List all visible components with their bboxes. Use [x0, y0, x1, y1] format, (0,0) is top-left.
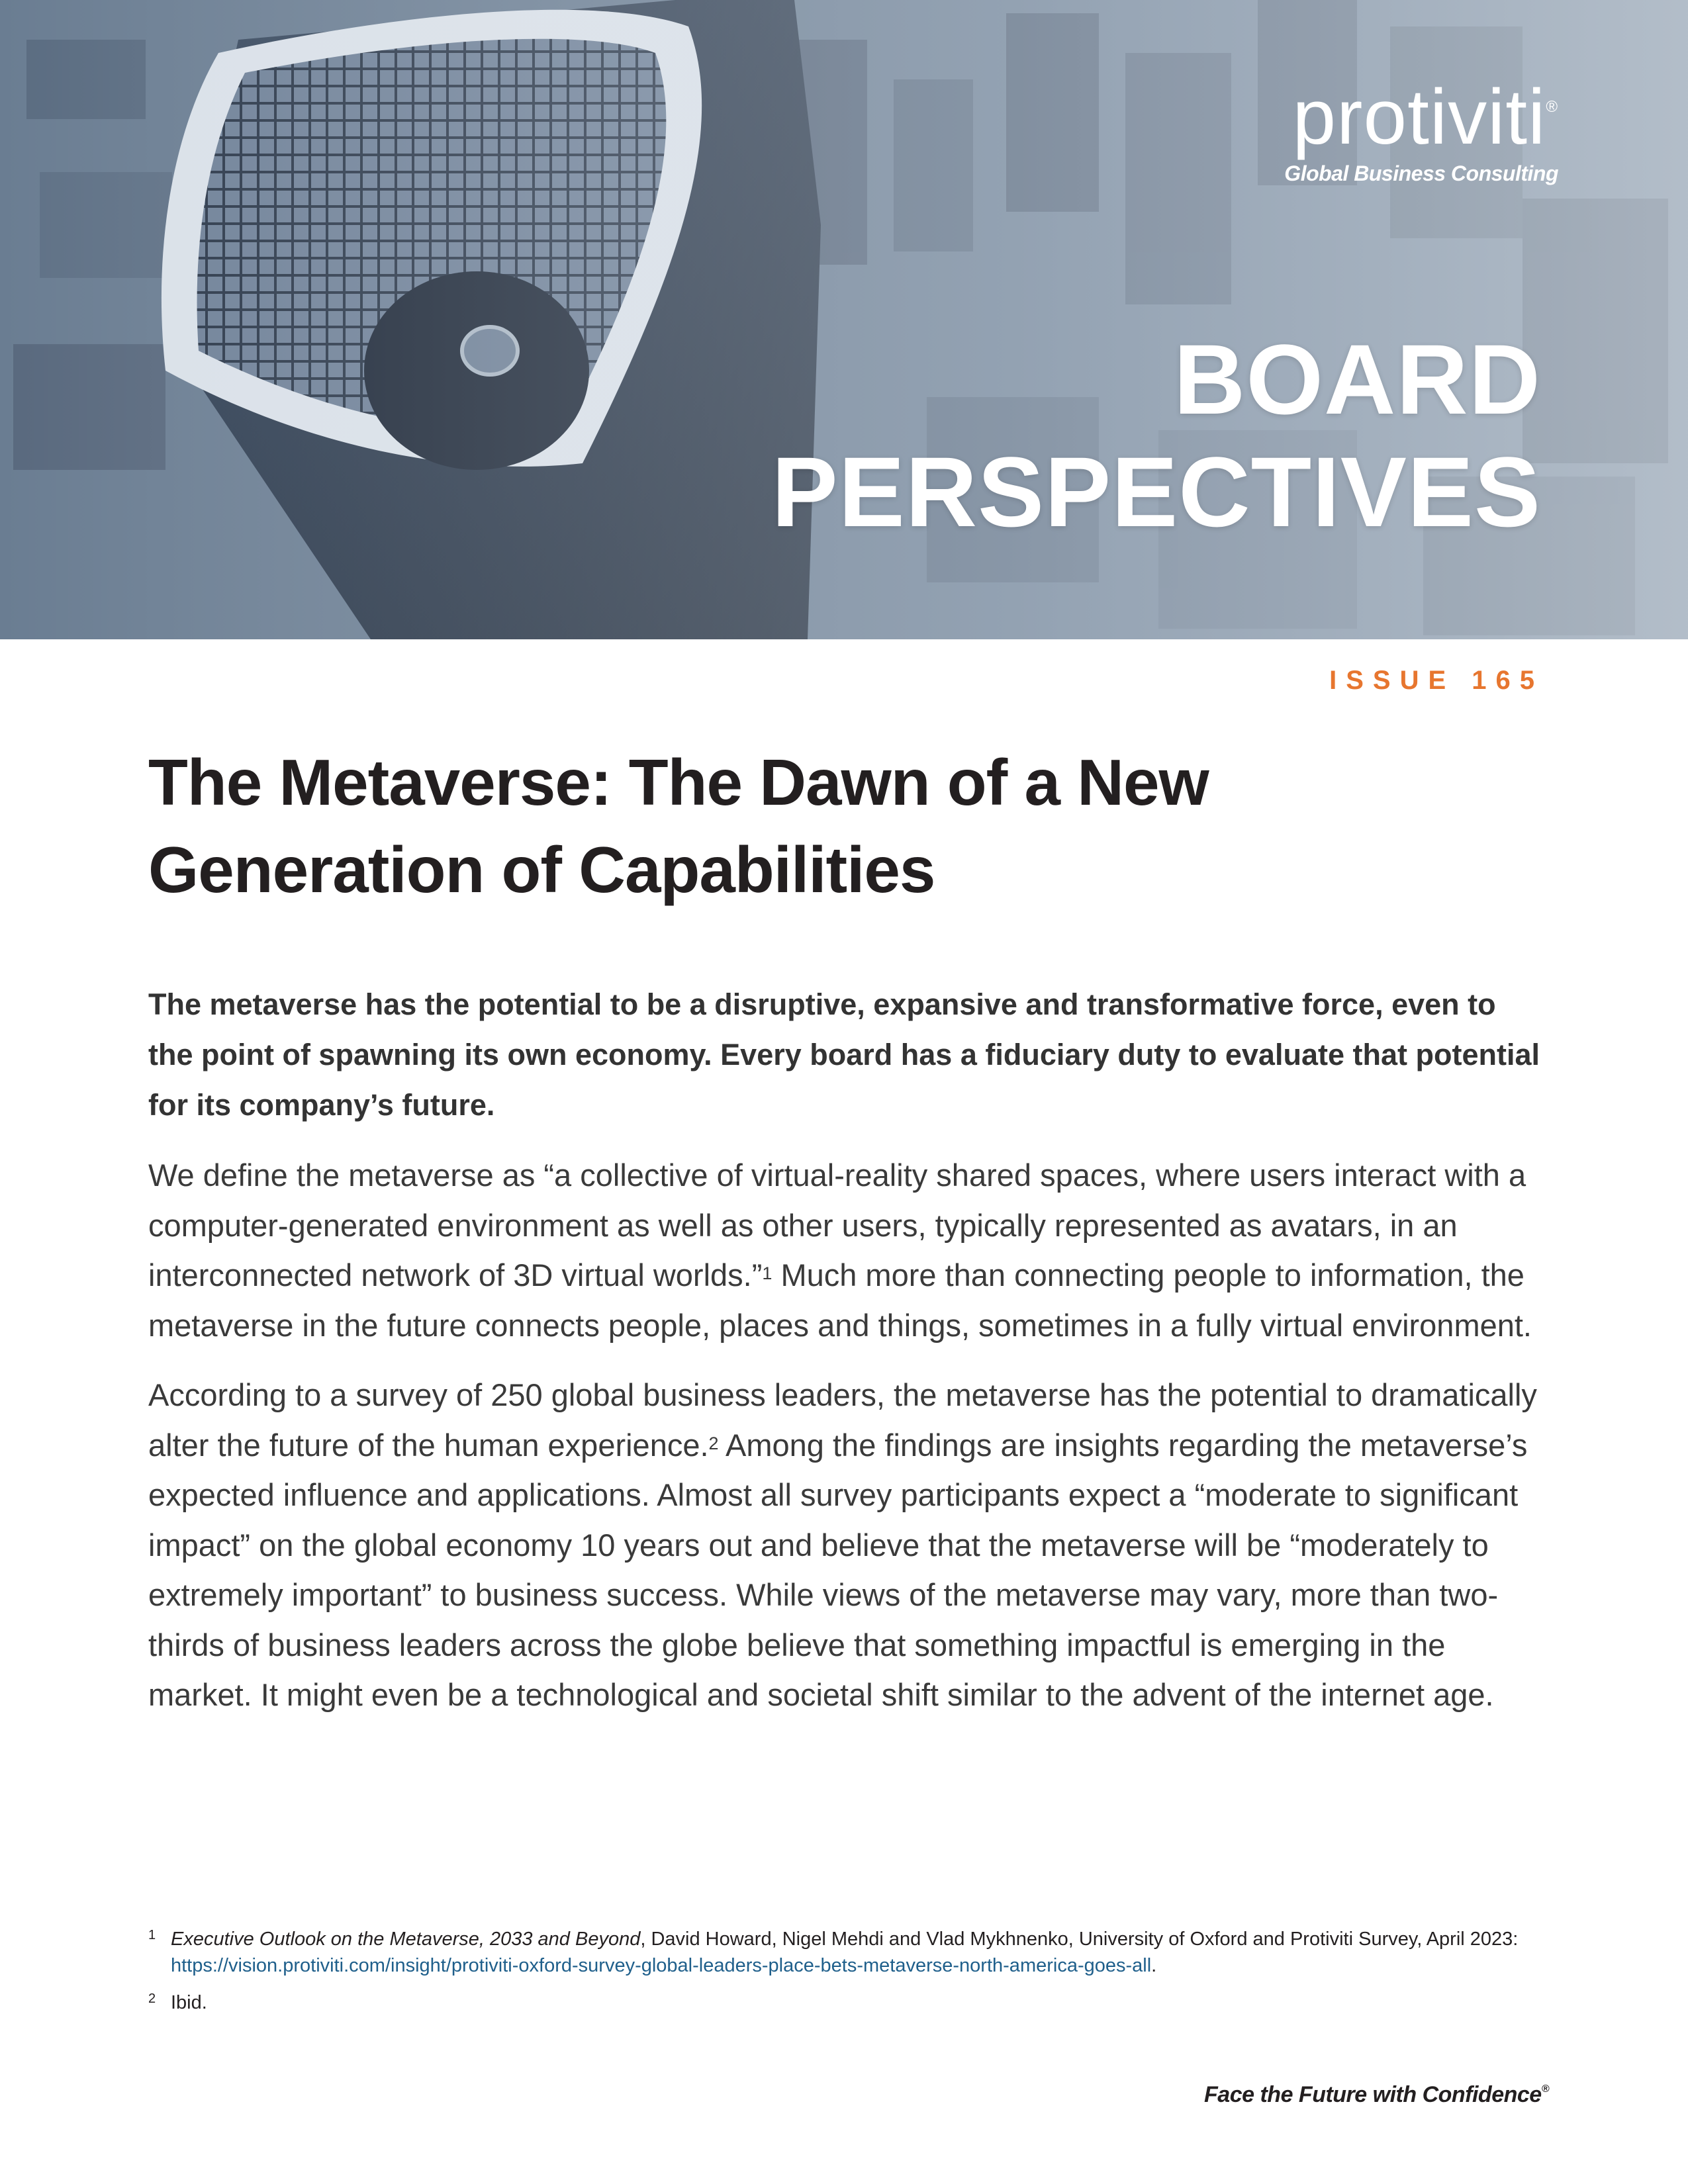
- footnote-source-text: , David Howard, Nigel Mehdi and Vlad Mykhnenko, University of Oxford and Protiviti Survey, April 2023:: [640, 1929, 1519, 1950]
- series-title-line1: BOARD: [1174, 324, 1541, 435]
- page-title: The Metaverse: The Dawn of a New Generation of Capabilities: [148, 746, 1209, 906]
- body-paragraph-1: [148, 1150, 1545, 1350]
- footnote-ref-1[interactable]: 1: [762, 1263, 773, 1283]
- article-body: [148, 979, 1545, 1740]
- para2-text-cont: Among the findings are insights regarding the metaverse’s expected influence and applications. Almost all survey participants expect a “moderate to significant impact” on the global economy 10 years out and believe that the metaverse will be “moderately to extremely important” to business success. While views of the metaverse may vary, more than two-thirds of business leaders across the globe believe that something impactful is emerging in the market. It might even be a technological and societal shift similar to the advent of the internet age.: [148, 1427, 1528, 1712]
- para1-text-cont: Much more than connecting people to information, the metaverse in the future connects people, places and things, sometimes in a fully virtual environment.: [148, 1257, 1532, 1343]
- series-title: [772, 323, 1541, 548]
- footnote-text: Ibid.: [171, 1992, 207, 2013]
- footnote-end: .: [1151, 1955, 1157, 1976]
- protiviti-logo: [1284, 73, 1558, 186]
- hero-banner: [0, 0, 1688, 639]
- footnote-link[interactable]: https://vision.protiviti.com/insight/protiviti-oxford-survey-global-leaders-place-bets-metaverse-north-america-goes-all: [171, 1955, 1152, 1976]
- footer-registered-mark: ®: [1541, 2083, 1549, 2095]
- para2-text: According to a survey of 250 global business leaders, the metaverse has the potential to dramatically alter the future of the human experience.: [148, 1377, 1537, 1463]
- footnote-2: [148, 1989, 1552, 2016]
- footnote-number: 1: [148, 1928, 156, 1942]
- body-paragraph-2: [148, 1370, 1545, 1720]
- series-title-line2: PERSPECTIVES: [771, 436, 1541, 547]
- brand-tagline: Global Business Consulting: [1284, 161, 1558, 185]
- registered-mark: ®: [1546, 98, 1558, 116]
- brand-name: protiviti: [1292, 73, 1546, 161]
- footer-tagline-text: Face the Future with Confidence: [1204, 2082, 1542, 2107]
- footnote-source-title: Executive Outlook on the Metaverse, 2033 and Beyond: [171, 1929, 641, 1950]
- footnote-number: 2: [148, 1991, 156, 2006]
- footnote-1: [148, 1926, 1552, 1979]
- footer-tagline: [1204, 2082, 1549, 2108]
- para1-text: We define the metaverse as “a collective of virtual-reality shared spaces, where users interact with a computer-generated environment as well as other users, typically represented as avatars, in an interconnected network of 3D virtual worlds.”: [148, 1158, 1526, 1293]
- lead-paragraph: The metaverse has the potential to be a disruptive, expansive and transformative force, even to the point of spawning its own economy. Every board has a fiduciary duty to evaluate that potential for its company’s future.: [148, 987, 1540, 1122]
- issue-number: ISSUE 165: [1329, 666, 1544, 695]
- footnote-ref-2[interactable]: 2: [708, 1433, 719, 1453]
- footnotes: [148, 1926, 1552, 2026]
